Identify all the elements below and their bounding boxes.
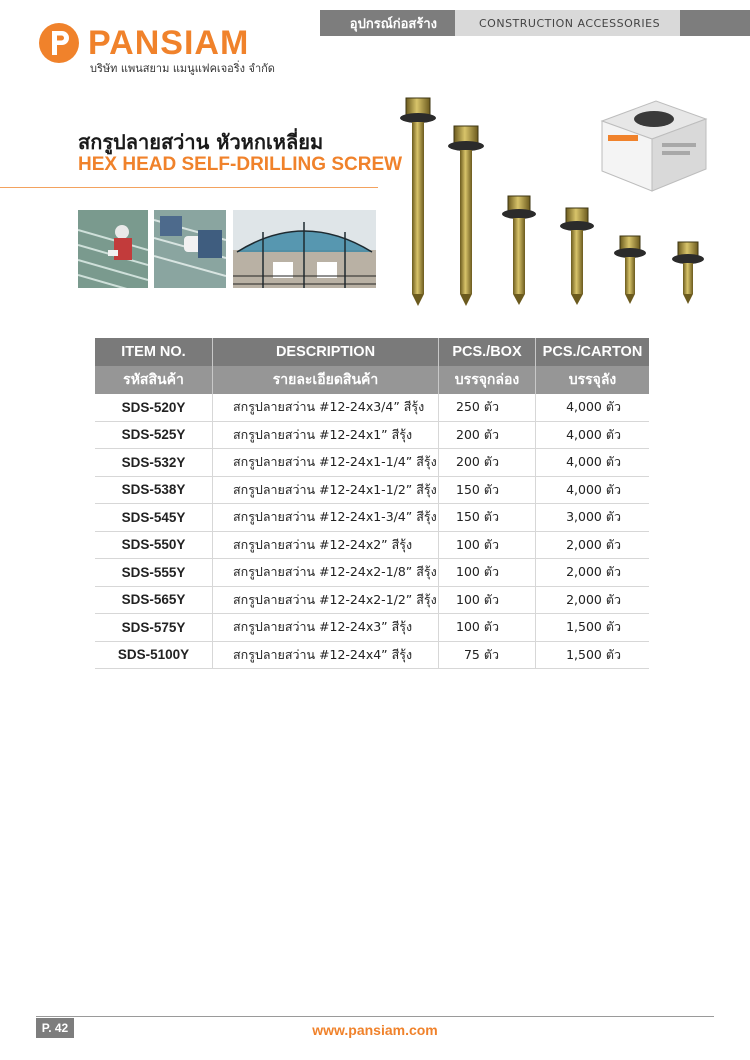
table-row	[95, 394, 649, 421]
pcs-per-carton: 2,000 ตัว	[536, 586, 650, 614]
pcs-per-box: 150 ตัว	[439, 504, 536, 532]
website-link[interactable]: www.pansiam.com	[312, 1022, 438, 1038]
item-no: SDS-545Y	[95, 504, 213, 532]
table-row	[95, 449, 649, 477]
pcs-per-carton: 4,000 ตัว	[536, 449, 650, 477]
carport-roof-photo	[233, 210, 376, 288]
company-name: บริษัท แพนสยาม แมนูแฟคเจอริ่ง จำกัด	[90, 62, 275, 75]
table-row	[95, 504, 649, 532]
pcs-per-carton: 4,000 ตัว	[536, 394, 650, 421]
brand-logo	[38, 22, 249, 64]
pcs-per-box: 200 ตัว	[439, 421, 536, 449]
item-no: SDS-565Y	[95, 586, 213, 614]
page-number: P. 42	[36, 1018, 74, 1038]
category-english: CONSTRUCTION ACCESSORIES	[455, 10, 680, 36]
table-row	[95, 421, 649, 449]
screw-4-inch	[400, 98, 436, 306]
screw-3-inch	[448, 126, 484, 306]
category-bar-tail	[680, 10, 750, 36]
footer-divider	[36, 1016, 714, 1017]
pcs-per-box: 75 ตัว	[439, 641, 536, 669]
table-row	[95, 559, 649, 587]
pcs-per-carton: 4,000 ตัว	[536, 476, 650, 504]
description: สกรูปลายสว่าน #12-24x3/4” สีรุ้ง	[213, 394, 439, 421]
screw-2-inch-a	[502, 196, 536, 305]
category-bar	[320, 10, 750, 36]
product-title-thai: สกรูปลายสว่าน หัวหกเหลี่ยม	[78, 130, 324, 154]
description: สกรูปลายสว่าน #12-24x1-1/2” สีรุ้ง	[213, 476, 439, 504]
item-no: SDS-575Y	[95, 614, 213, 642]
screw-1-inch-b	[672, 242, 704, 304]
header-pcs-carton: PCS./CARTON	[536, 338, 650, 366]
description: สกรูปลายสว่าน #12-24x3” สีรุ้ง	[213, 614, 439, 642]
description: สกรูปลายสว่าน #12-24x1-1/4” สีรุ้ง	[213, 449, 439, 477]
description: สกรูปลายสว่าน #12-24x1” สีรุ้ง	[213, 421, 439, 449]
brand-name: PANSIAM	[88, 24, 250, 62]
item-no: SDS-525Y	[95, 421, 213, 449]
item-no: SDS-550Y	[95, 531, 213, 559]
table-row	[95, 586, 649, 614]
table-row	[95, 531, 649, 559]
pcs-per-box: 200 ตัว	[439, 449, 536, 477]
header-description: DESCRIPTION	[213, 338, 439, 366]
pansiam-logo-icon	[38, 22, 80, 64]
category-thai: อุปกรณ์ก่อสร้าง	[320, 10, 455, 36]
table-header-thai	[95, 366, 649, 394]
header-pcs-box-thai: บรรจุกล่อง	[439, 366, 536, 394]
table-header-english	[95, 338, 649, 366]
pcs-per-carton: 3,000 ตัว	[536, 504, 650, 532]
pcs-per-box: 100 ตัว	[439, 614, 536, 642]
pcs-per-carton: 2,000 ตัว	[536, 559, 650, 587]
item-no: SDS-5100Y	[95, 641, 213, 669]
description: สกรูปลายสว่าน #12-24x2-1/8” สีรุ้ง	[213, 559, 439, 587]
installation-photo	[154, 210, 226, 288]
table-row	[95, 614, 649, 642]
description: สกรูปลายสว่าน #12-24x4” สีรุ้ง	[213, 641, 439, 669]
item-no: SDS-538Y	[95, 476, 213, 504]
item-no: SDS-532Y	[95, 449, 213, 477]
pcs-per-carton: 1,500 ตัว	[536, 614, 650, 642]
pcs-per-box: 150 ตัว	[439, 476, 536, 504]
product-title-english: HEX HEAD SELF-DRILLING SCREW	[78, 154, 403, 175]
product-spec-table	[95, 338, 649, 669]
description: สกรูปลายสว่าน #12-24x2-1/2” สีรุ้ง	[213, 586, 439, 614]
item-no: SDS-555Y	[95, 559, 213, 587]
roofing-worker-photo	[78, 210, 148, 288]
pcs-per-box: 100 ตัว	[439, 559, 536, 587]
pcs-per-box: 100 ตัว	[439, 531, 536, 559]
table-row	[95, 476, 649, 504]
title-divider	[0, 187, 378, 188]
header-pcs-box: PCS./BOX	[439, 338, 536, 366]
description: สกรูปลายสว่าน #12-24x1-3/4” สีรุ้ง	[213, 504, 439, 532]
pcs-per-box: 250 ตัว	[439, 394, 536, 421]
pcs-per-carton: 4,000 ตัว	[536, 421, 650, 449]
header-item-no: ITEM NO.	[95, 338, 213, 366]
pcs-per-box: 100 ตัว	[439, 586, 536, 614]
header-pcs-carton-thai: บรรจุลัง	[536, 366, 650, 394]
screw-2-inch-b	[560, 208, 594, 305]
header-description-thai: รายละเอียดสินค้า	[213, 366, 439, 394]
pcs-per-carton: 2,000 ตัว	[536, 531, 650, 559]
screw-1-inch-a	[614, 236, 646, 304]
description: สกรูปลายสว่าน #12-24x2” สีรุ้ง	[213, 531, 439, 559]
item-no: SDS-520Y	[95, 394, 213, 421]
pcs-per-carton: 1,500 ตัว	[536, 641, 650, 669]
product-box-image	[596, 95, 710, 195]
header-item-no-thai: รหัสสินค้า	[95, 366, 213, 394]
table-row	[95, 641, 649, 669]
